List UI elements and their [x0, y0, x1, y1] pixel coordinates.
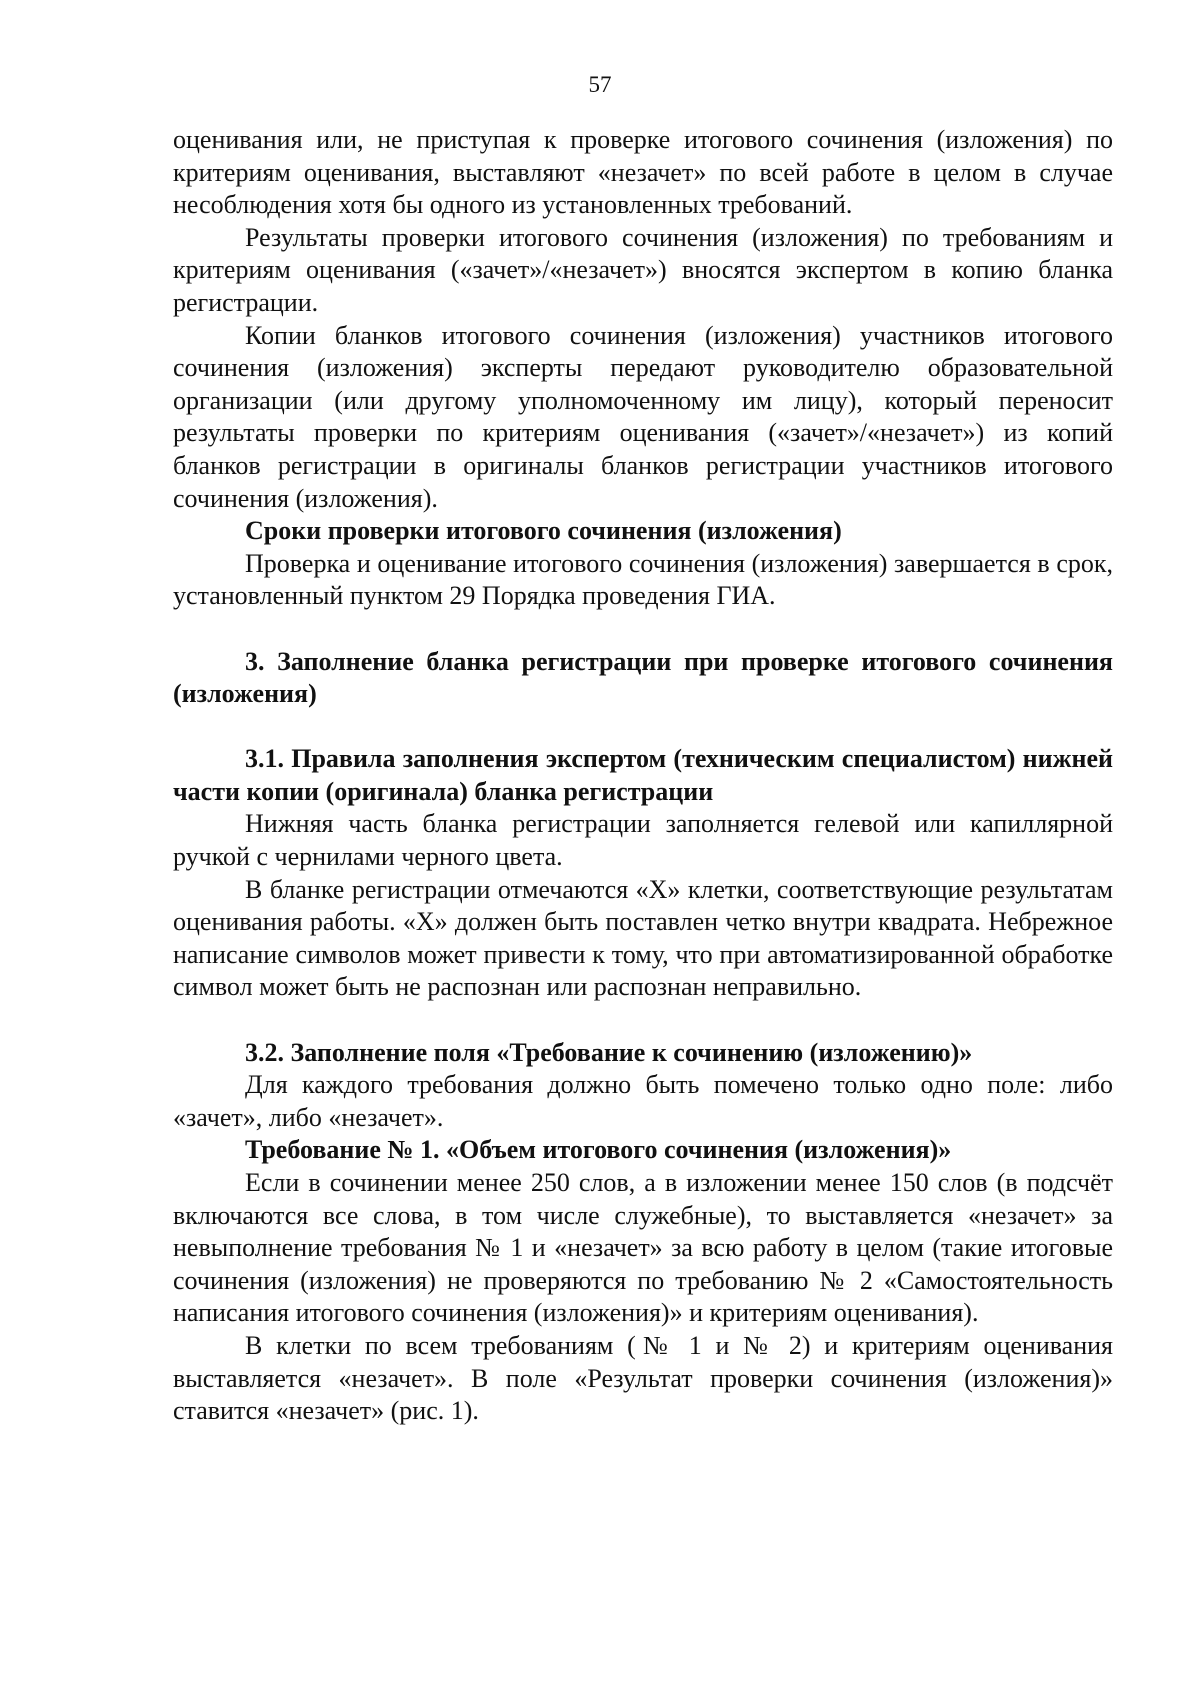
heading-section-3-1: 3.1. Правила заполнения экспертом (техническим специалистом) нижней части копии (оригинала) бланка регистрации — [173, 744, 1113, 806]
spacer — [173, 1004, 1113, 1037]
document-body — [173, 124, 1113, 1428]
heading-deadlines: Сроки проверки итогового сочинения (изложения) — [245, 516, 842, 546]
paragraph-results: Результаты проверки итогового сочинения (изложения) по требованиям и критериям оценивания («зачет»/«незачет») вносятся экспертом в копию бланка регистрации. — [173, 222, 1113, 317]
paragraph-deadlines: Проверка и оценивание итогового сочинения (изложения) завершается в срок, установленный пунктом 29 Порядка проведения ГИА. — [173, 548, 1113, 611]
paragraph-fail-marks: В клетки по всем требованиям (№ 1 и № 2) и критериям оценивания выставляется «незачет». В поле «Результат проверки сочинения (изложения)» ставится «незачет» (рис. 1). — [173, 1330, 1113, 1426]
page-number: 57 — [588, 72, 612, 97]
heading-section-3-2: 3.2. Заполнение поля «Требование к сочинению (изложению)» — [245, 1037, 973, 1067]
paragraph-marks: В бланке регистрации отмечаются «X» клетки, соответствующие результатам оценивания работы. «X» должен быть поставлен четко внутри квадрата. Небрежное написание символов может привести к тому, что при автоматизированной обработке символ может быть не распознан или распознан неправильно. — [173, 874, 1113, 1002]
spacer — [173, 711, 1113, 744]
heading-requirement-1: Требование № 1. «Объем итогового сочинения (изложения)» — [245, 1135, 952, 1165]
spacer — [173, 613, 1113, 646]
paragraph-one-field: Для каждого требования должно быть помечено только одно поле: либо «зачет», либо «незачет». — [173, 1070, 1113, 1132]
heading-section-3: 3. Заполнение бланка регистрации при проверке итогового сочинения (изложения) — [173, 646, 1113, 709]
paragraph-word-count: Если в сочинении менее 250 слов, а в изложении менее 150 слов (в подсчёт включаются все слова, в том числе служебные), то выставляется «незачет» за невыполнение требования № 1 и «незачет» за всю работу в целом (такие итоговые сочинения (изложения) не проверяются по требованию № 2 «Самостоятельность написания итогового сочинения (изложения)» и критериям оценивания). — [173, 1168, 1113, 1328]
paragraph-copies: Копии бланков итогового сочинения (изложения) участников итогового сочинения (изложения) эксперты передают руководителю образовательной организации (или другому уполномоченному им лицу), который переносит результаты проверки по критериям оценивания («зачет»/«незачет») из копий бланков регистрации в оригиналы бланков регистрации участников итогового сочинения (изложения). — [173, 320, 1113, 513]
paragraph-intro: оценивания или, не приступая к проверке итогового сочинения (изложения) по критериям оценивания, выставляют «незачет» по всей работе в целом в случае несоблюдения хотя бы одного из установленных требований. — [173, 125, 1113, 220]
paragraph-pen: Нижняя часть бланка регистрации заполняется гелевой или капиллярной ручкой с чернилами черного цвета. — [173, 809, 1113, 872]
